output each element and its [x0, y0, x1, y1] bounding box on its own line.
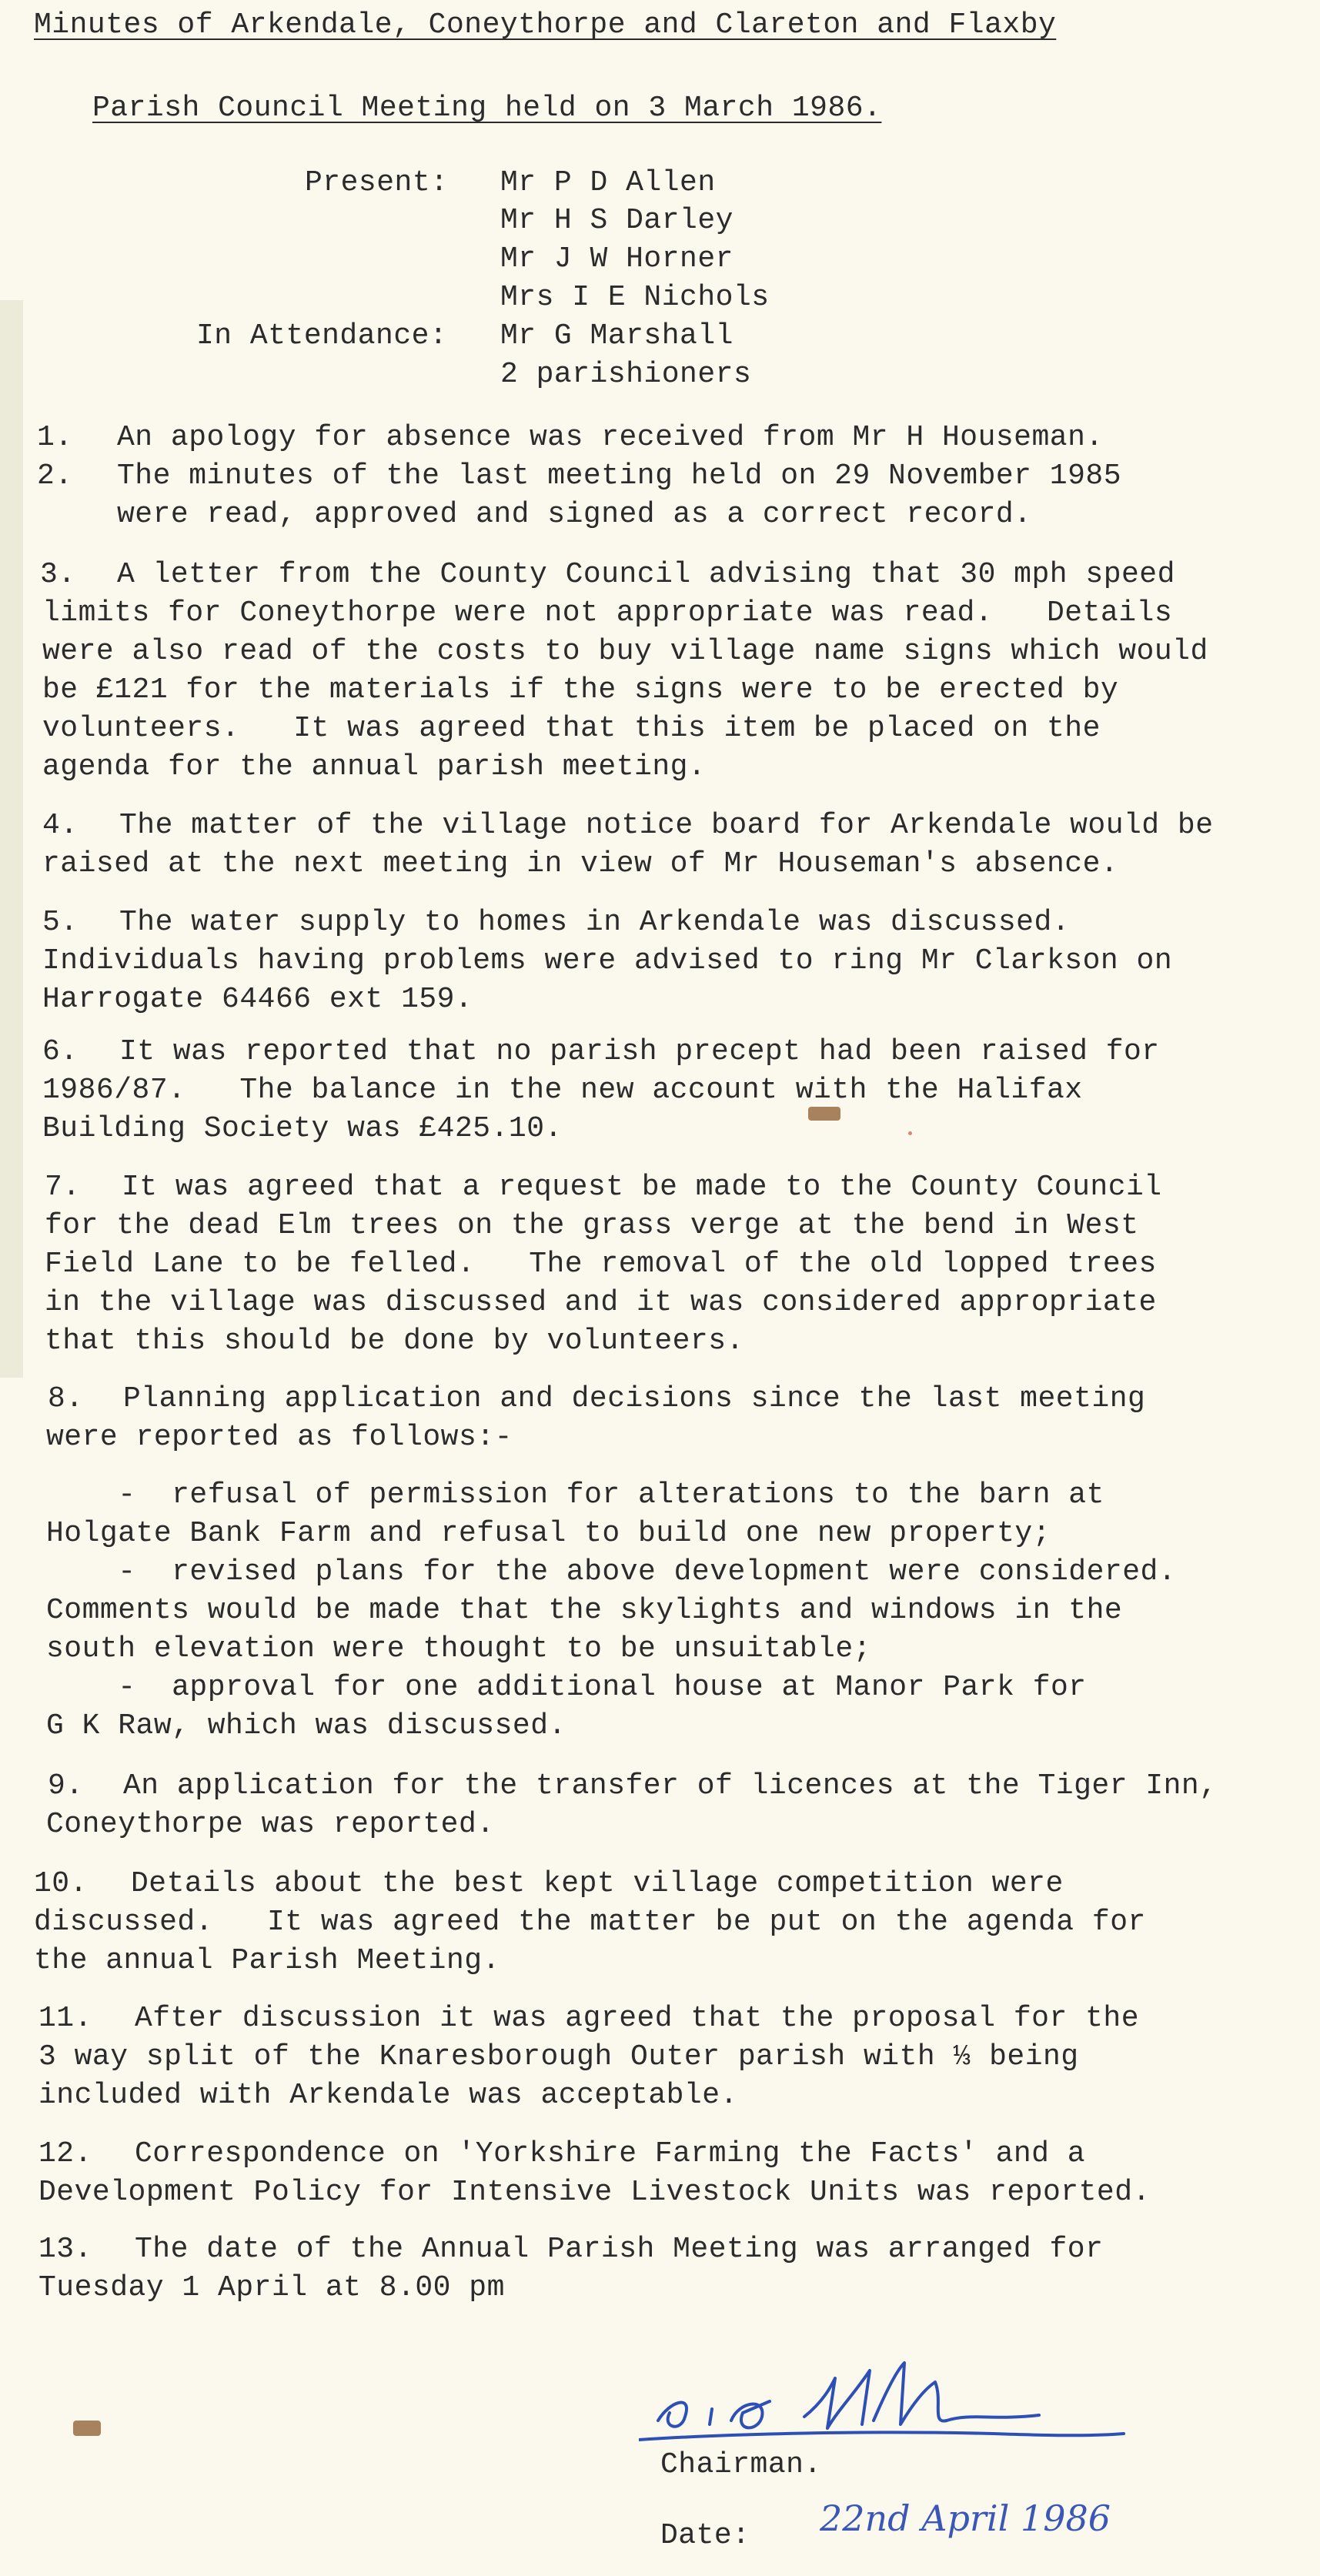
item-text-line: G K Raw, which was discussed.	[46, 1709, 566, 1742]
item-text-line: The water supply to homes in Arkendale was discussed.	[119, 906, 1071, 939]
red-speck	[908, 1131, 912, 1135]
handwritten-date: 22nd April 1986	[820, 2497, 1111, 2539]
item-text-line: Individuals having problems were advised to ring Mr Clarkson on	[42, 944, 1173, 977]
item-text-line: for the dead Elm trees on the grass verge at the bend in West	[45, 1209, 1139, 1242]
item-text-line: discussed. It was agreed the matter be put on the agenda for	[34, 1906, 1146, 1939]
item-text-line: 1986/87. The balance in the new account with the Halifax	[42, 1074, 1083, 1107]
attendance-label: In Attendance:	[196, 319, 448, 352]
item-text-line: It was reported that no parish precept had been raised for	[119, 1035, 1160, 1068]
item-number: 13.	[38, 2233, 92, 2266]
item-text-line: that this should be done by volunteers.	[45, 1325, 744, 1358]
item-text-line: volunteers. It was agreed that this item be placed on the	[42, 712, 1101, 745]
item-text-line: - refusal of permission for alterations to the barn at	[46, 1478, 1104, 1512]
item-text-line: were reported as follows:-	[46, 1421, 513, 1454]
attendance-name: Mr G Marshall	[500, 319, 734, 352]
item-text-line: A letter from the County Council advising that 30 mph speed	[117, 558, 1175, 591]
item-text-line: in the village was discussed and it was considered appropriate	[45, 1286, 1157, 1319]
item-text-line: Planning application and decisions since the last meeting	[123, 1382, 1146, 1415]
item-text-line: The minutes of the last meeting held on 29 November 1985	[117, 459, 1122, 493]
attendance-name: 2 parishioners	[500, 358, 752, 391]
item-text-line: included with Arkendale was acceptable.	[38, 2079, 738, 2112]
chairman-signature	[639, 2347, 1131, 2463]
item-text-line: Details about the best kept village competition were	[131, 1867, 1064, 1900]
item-text-line: Holgate Bank Farm and refusal to build one new property;	[46, 1517, 1051, 1550]
item-text-line: Field Lane to be felled. The removal of the old lopped trees	[45, 1248, 1157, 1281]
item-text-line: 3 way split of the Knaresborough Outer parish with ⅓ being	[38, 2040, 1079, 2073]
ink-stain	[73, 2421, 101, 2436]
item-text-line: - approval for one additional house at Manor Park for	[46, 1671, 1087, 1704]
date-label: Date:	[660, 2519, 750, 2552]
item-text-line: An apology for absence was received from Mr H Houseman.	[117, 421, 1104, 454]
item-number: 6.	[42, 1035, 79, 1068]
item-number: 3.	[40, 558, 76, 591]
item-text-line: An application for the transfer of licences at the Tiger Inn,	[123, 1769, 1218, 1803]
item-number: 9.	[48, 1769, 84, 1803]
item-text-line: Coneythorpe was reported.	[46, 1808, 495, 1841]
ink-stain	[808, 1107, 840, 1121]
item-number: 12.	[38, 2137, 92, 2170]
item-number: 5.	[42, 906, 79, 939]
item-text-line: After discussion it was agreed that the proposal for the	[135, 2002, 1140, 2035]
item-text-line: It was agreed that a request be made to the County Council	[122, 1171, 1162, 1204]
item-text-line: were read, approved and signed as a correct record.	[117, 498, 1032, 531]
item-text-line: agenda for the annual parish meeting.	[42, 750, 707, 783]
item-text-line: the annual Parish Meeting.	[34, 1944, 500, 1977]
item-text-line: limits for Coneythorpe were not appropriate was read. Details	[42, 596, 1173, 630]
item-number: 10.	[34, 1867, 88, 1900]
present-name: Mr H S Darley	[500, 204, 734, 237]
document-title: Minutes of Arkendale, Coneythorpe and Clareton and Flaxby	[34, 8, 1057, 42]
meeting-heading: Parish Council Meeting held on 3 March 1986.	[92, 92, 882, 125]
present-name: Mr J W Horner	[500, 242, 734, 276]
item-text-line: raised at the next meeting in view of Mr Houseman's absence.	[42, 847, 1119, 880]
item-text-line: were also read of the costs to buy village name signs which would	[42, 635, 1208, 668]
item-number: 11.	[38, 2002, 92, 2035]
item-number: 1.	[37, 421, 73, 454]
item-text-line: Tuesday 1 April at 8.00 pm	[38, 2271, 505, 2304]
item-number: 8.	[48, 1382, 84, 1415]
present-name: Mrs I E Nichols	[500, 281, 770, 314]
paper-edge-strip	[0, 300, 23, 1378]
item-text-line: Correspondence on 'Yorkshire Farming the Facts' and a	[135, 2137, 1086, 2170]
item-text-line: Comments would be made that the skylights and windows in the	[46, 1594, 1123, 1627]
item-text-line: Development Policy for Intensive Livestock Units was reported.	[38, 2176, 1151, 2209]
item-text-line: The matter of the village notice board for Arkendale would be	[119, 809, 1214, 842]
item-text-line: The date of the Annual Parish Meeting was arranged for	[135, 2233, 1104, 2266]
item-number: 2.	[37, 459, 73, 493]
present-name: Mr P D Allen	[500, 166, 716, 199]
chairman-label: Chairman.	[660, 2448, 822, 2481]
present-label: Present:	[305, 166, 449, 199]
item-number: 7.	[45, 1171, 81, 1204]
item-number: 4.	[42, 809, 79, 842]
item-text-line: - revised plans for the above development were considered.	[46, 1555, 1177, 1589]
item-text-line: south elevation were thought to be unsuitable;	[46, 1632, 871, 1666]
item-text-line: Building Society was £425.10.	[42, 1112, 563, 1145]
item-text-line: Harrogate 64466 ext 159.	[42, 983, 473, 1016]
item-text-line: be £121 for the materials if the signs were to be erected by	[42, 673, 1119, 707]
